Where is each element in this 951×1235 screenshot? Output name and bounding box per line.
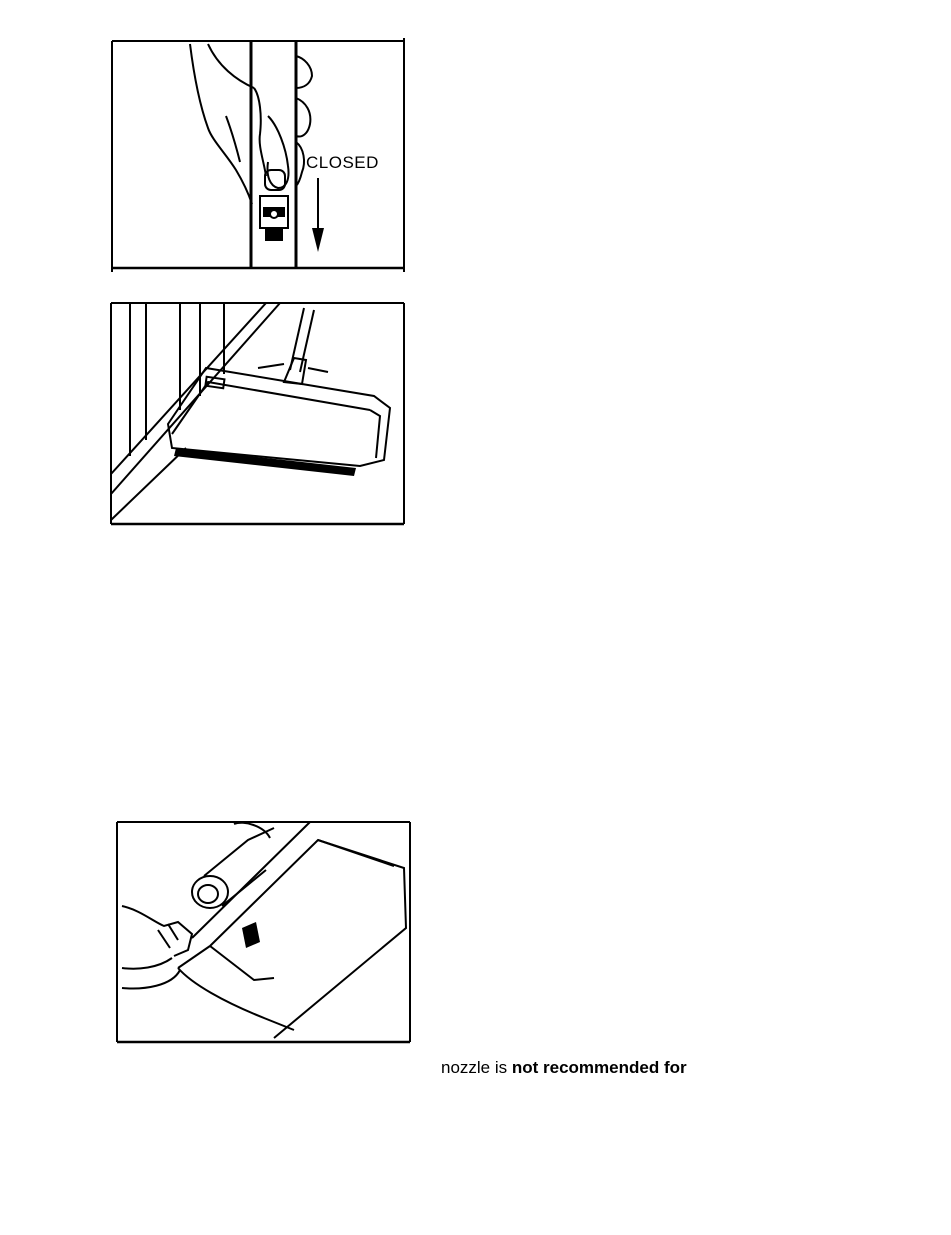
valve-closed-drawing	[108, 36, 408, 274]
nozzle-connector-drawing	[114, 818, 414, 1046]
caption-prefix: nozzle is	[441, 1058, 512, 1077]
nozzle-baseboard-drawing	[108, 298, 408, 528]
valve-closed-illustration	[108, 36, 408, 274]
closed-label: CLOSED	[306, 153, 379, 172]
caption-warning: not recommended for	[511, 1058, 687, 1077]
nozzle-connector-illustration	[114, 818, 414, 1046]
nozzle-caption	[441, 1058, 687, 1078]
nozzle-baseboard-illustration	[108, 298, 408, 528]
